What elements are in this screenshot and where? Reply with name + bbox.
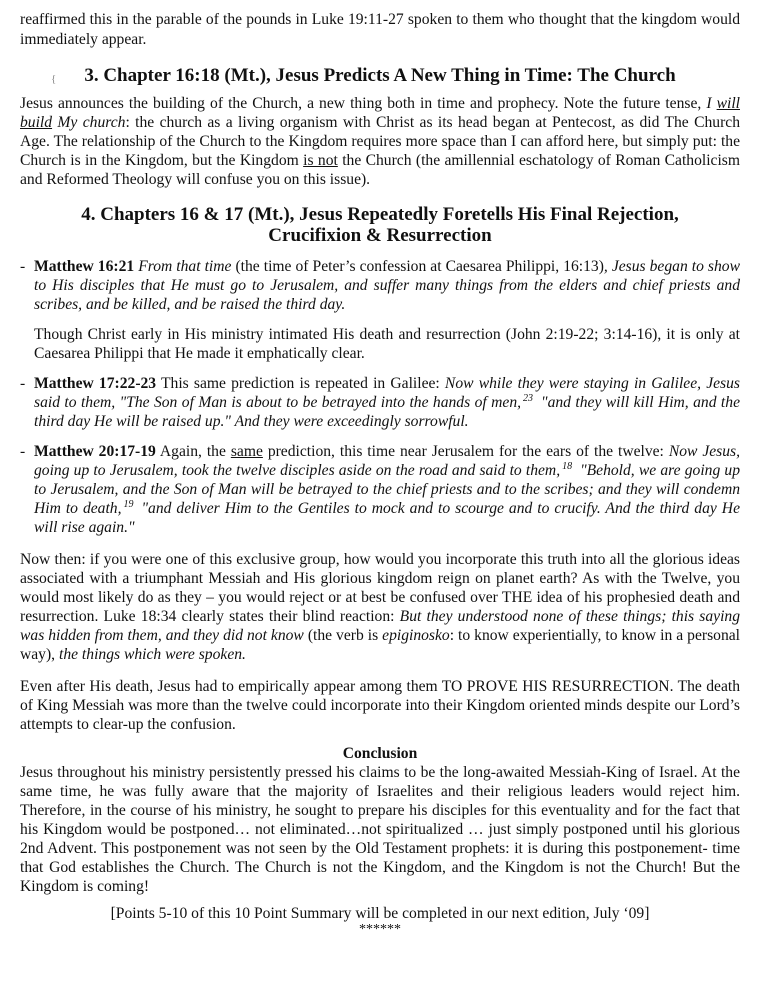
verse-number-23: 23 <box>523 393 534 404</box>
b3-italic-2: "Behold, we are going up to Jerusalem, and the Son of Man will be betrayed to the chief priests and to the scribes; and they will condemn Him to death, <box>34 462 740 517</box>
section-3-heading: 3. Chapter 16:18 (Mt.), Jesus Predicts A New Thing in Time: The Church <box>84 65 676 86</box>
s3-is-not: is not <box>303 152 338 169</box>
verse-number-18: 18 <box>562 461 573 472</box>
continuation-note: [Points 5-10 of this 10 Point Summary will be completed in our next edition, July ‘09] <box>110 905 650 922</box>
s3-text-5: : the church as a living organism with Christ as its head began at Pentecost, as did The Church Age. The relationship of the Church to the Kingdom requires more space than I can afford here, but simply put: the Church is in the Kingdom, but the Kingdom <box>20 114 740 169</box>
b1-text-1: (the time of Peter’s confession at Caesarea Philippi, 16:13) <box>231 258 604 275</box>
bullet-matthew-20-17 <box>20 442 740 537</box>
section-4-heading-line-1: 4. Chapters 16 & 17 (Mt.), Jesus Repeatedly Foretells His Final Rejection, <box>81 204 679 225</box>
bullet-dash: - <box>20 375 26 392</box>
s3-will-build: will build <box>20 95 740 131</box>
conclusion-heading <box>20 744 740 763</box>
bullet-dash: - <box>20 258 26 275</box>
bullet-1-reference: Matthew 16:21 <box>34 258 135 275</box>
margin-mark: { <box>51 73 57 85</box>
bullet-3-reference: Matthew 20:17-19 <box>34 443 156 460</box>
b3-italic-3: "and deliver Him to the Gentiles to mock and to scourge and to crucify. And the third day He will rise again." <box>34 500 740 536</box>
b2-text-1: This same prediction is repeated in Galilee: <box>156 375 445 392</box>
b1-italic-1: From that time <box>134 258 232 275</box>
p2-italic-1: But they understood none of these things; this saying was hidden from them, and they did not know <box>20 608 741 644</box>
section-4-heading <box>20 204 740 246</box>
end-stars: ****** <box>359 922 401 937</box>
caesarea-paragraph: Though Christ early in His ministry intimated His death and resurrection (John 2:19-22; 3:14-16), it is only at Caesarea Philippi that He made it emphatically clear. <box>34 326 740 362</box>
section-3-paragraph <box>20 94 740 189</box>
b3-text-1: Again, the <box>155 443 231 460</box>
p2-text-2: (the verb is <box>303 627 383 644</box>
section-4-heading-line-2: Crucifixion & Resurrection <box>268 225 492 246</box>
bullet-2-reference: Matthew 17:22-23 <box>34 375 157 392</box>
p2-text-1: Now then: if you were one of this exclusive group, how would you incorporate this truth into all the glorious ideas associated with a triumphant Messiah and His glorious kingdom reign on planet earth? As with the Twelve, you would most likely do as they – you would reject or at best be confused over THE idea of his prophesied death and resurrection. Luke 18:34 clearly states their blind reaction: <box>20 551 740 625</box>
p2-epiginosko: epiginosko <box>382 627 450 644</box>
after-death-paragraph: Even after His death, Jesus had to empirically appear among them TO PROVE HIS RESURRECTION. The death of King Messiah was more than the twelve could incorporate into their Kingdom oriented minds despite our Lord’s attempts to clear-up the confusion. <box>20 678 740 733</box>
verse-number-19: 19 <box>123 499 134 510</box>
bullet-matthew-16-21 <box>20 257 740 314</box>
now-then-paragraph <box>20 550 740 664</box>
s3-text-1: Jesus announces the building of the Church, a new thing both in time and prophecy. Note the future tense, <box>20 95 707 112</box>
s3-text-7: the Church (the amillennial eschatology of Roman Catholicism and Reformed Theology will confuse you on this issue). <box>20 152 740 188</box>
b2-italic-1: Now while they were staying in Galilee, Jesus said to them, "The Son of Man is about to be betrayed into the hands of men, <box>34 375 740 411</box>
s3-text-2: I <box>706 95 717 112</box>
b3-italic-1: Now Jesus, going up to Jerusalem, took the twelve disciples aside on the road and said to them, <box>34 443 741 479</box>
b2-italic-2: "and they will kill Him, and the third day He will be raised up." And they were exceedingly sorrowful. <box>34 394 740 430</box>
s3-my-church: My church <box>52 114 126 131</box>
b1-italic-2: , Jesus began to show to His disciples that He must go to Jerusalem, and suffer many things from the elders and chief priests and scribes, and be killed, and be raised the third day. <box>34 258 740 313</box>
conclusion-heading-text: Conclusion <box>342 745 418 762</box>
conclusion-paragraph: Jesus throughout his ministry persistently pressed his claims to be the long-awaited Messiah-King of Israel. At the same time, he was fully aware that the majority of Israelites and their religious leaders would reject him. Therefore, in the course of his ministry, he sought to prepare his disciples for this eventuality and for the fact that his Kingdom would be postponed… not eliminated…not spiritualized … just simply postponed until his glorious 2nd Advent. This postponement was not seen by the Old Testament prophets: it is during this postponement- time that God establishes the Church. The Church is not the Kingdom, and the Kingdom is not the Church! But the Kingdom is coming! <box>20 764 740 895</box>
b3-text-2: prediction, this time near Jerusalem for the ears of the twelve: <box>262 443 669 460</box>
bullet-matthew-17-22 <box>20 374 740 431</box>
intro-paragraph <box>20 10 740 50</box>
p2-text-3: : to know experientially, to know in a personal way), <box>20 627 741 663</box>
intro-text: reaffirmed this in the parable of the pounds in Luke 19:11-27 spoken to them who thought that the kingdom would immediately appear. <box>20 11 740 48</box>
p2-italic-3: the things which were spoken. <box>58 646 246 663</box>
b3-same: same <box>230 443 263 460</box>
bullet-dash: - <box>20 443 26 460</box>
